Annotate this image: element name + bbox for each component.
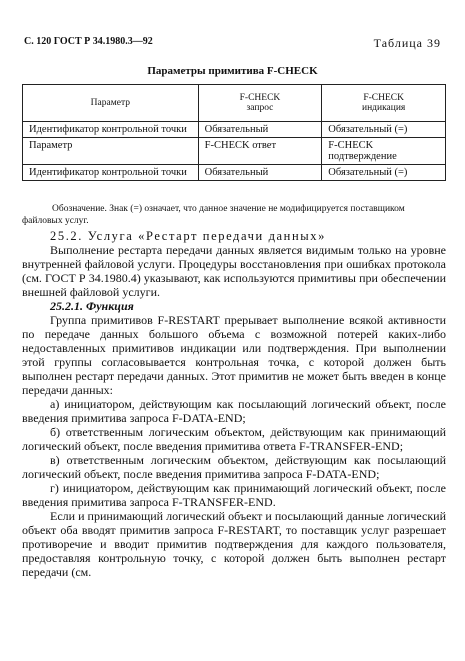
paragraph: Если и принимающий логический объект и посылающий данные логический объект оба вводят примитив запроса F-RESTART, то поставщик услуг разрешает противоречие и вводит примитив подтверждения для каждого пользователя, предоставляя контрольную точку, с которой должен быть выполнен рестарт передачи (см. xyxy=(22,509,446,579)
table-cell: Идентификатор контрольной точки xyxy=(23,122,199,138)
table-cell: Обязательный xyxy=(198,165,322,181)
page-header: С. 120 ГОСТ Р 34.1980.3—92 xyxy=(24,36,153,47)
header-subtext: запрос xyxy=(246,103,274,113)
header-subtext: индикация xyxy=(361,103,406,113)
table-row xyxy=(23,122,446,138)
list-item: в) ответственным логическим объектом, действующим как посылающий логический объект, после введения примитива запроса F-DATA-END; xyxy=(22,453,446,481)
table-number: Таблица 39 xyxy=(373,36,441,50)
header-cell-indication xyxy=(322,85,446,122)
table-header-row xyxy=(23,85,446,122)
table-row xyxy=(23,138,446,165)
table-cell: F-CHECK подтверждение xyxy=(322,138,446,165)
paragraph: Группа примитивов F-RESTART прерывает выполнение всякой активности по передаче данных большого объема с возможной потерей каких-либо недоставленных примитивов индикации или подтверждения. При выполнении этой группы согласовывается контрольная точка, с которой должен быть выполнен рестарт передачи данных. Этот примитив не может быть введен в конце передачи данных: xyxy=(22,313,446,397)
header-cell-parameter xyxy=(23,85,199,122)
header-text: F-CHECK xyxy=(363,93,404,103)
paragraph: Выполнение рестарта передачи данных является видимым только на уровне внутренней файловой услуги. Процедуры восстановления при ошибках протокола (см. ГОСТ Р 34.1980.4) указывают, как используются примитивы при обеспечении внешней файловой услуги. xyxy=(22,243,446,299)
table-cell: Обязательный (=) xyxy=(322,122,446,138)
section-body xyxy=(22,229,446,579)
list-item: а) инициатором, действующим как посылающий логический объект, после введения примитива запроса F-DATA-END; xyxy=(22,397,446,425)
section-title: 25.2. Услуга «Рестарт передачи данных» xyxy=(50,229,326,243)
table-row xyxy=(23,165,446,181)
subsection-title: 25.2.1. Функция xyxy=(50,299,134,313)
table-cell: Обязательный xyxy=(198,122,322,138)
header-text: Параметр xyxy=(90,98,130,108)
header-cell-request xyxy=(198,85,322,122)
list-item: б) ответственным логическим объектом, действующим как принимающий логический объект, после введения примитива ответа F-TRANSFER-END; xyxy=(22,425,446,453)
list-item: г) инициатором, действующим как принимающий логический объект, после введения примитива запроса F-TRANSFER-END. xyxy=(22,481,446,509)
parameters-table xyxy=(22,84,446,181)
table-cell: Обязательный (=) xyxy=(322,165,446,181)
table-cell: Параметр xyxy=(23,138,199,165)
table-cell: Идентификатор контрольной точки xyxy=(23,165,199,181)
table-cell: F-CHECK ответ xyxy=(198,138,322,165)
table-note: Обозначение. Знак (=) означает, что данное значение не модифицируется поставщиком файловых услуг. xyxy=(22,204,405,226)
header-text: F-CHECK xyxy=(239,93,281,103)
table-title: Параметры примитива F-CHECK xyxy=(147,65,318,77)
